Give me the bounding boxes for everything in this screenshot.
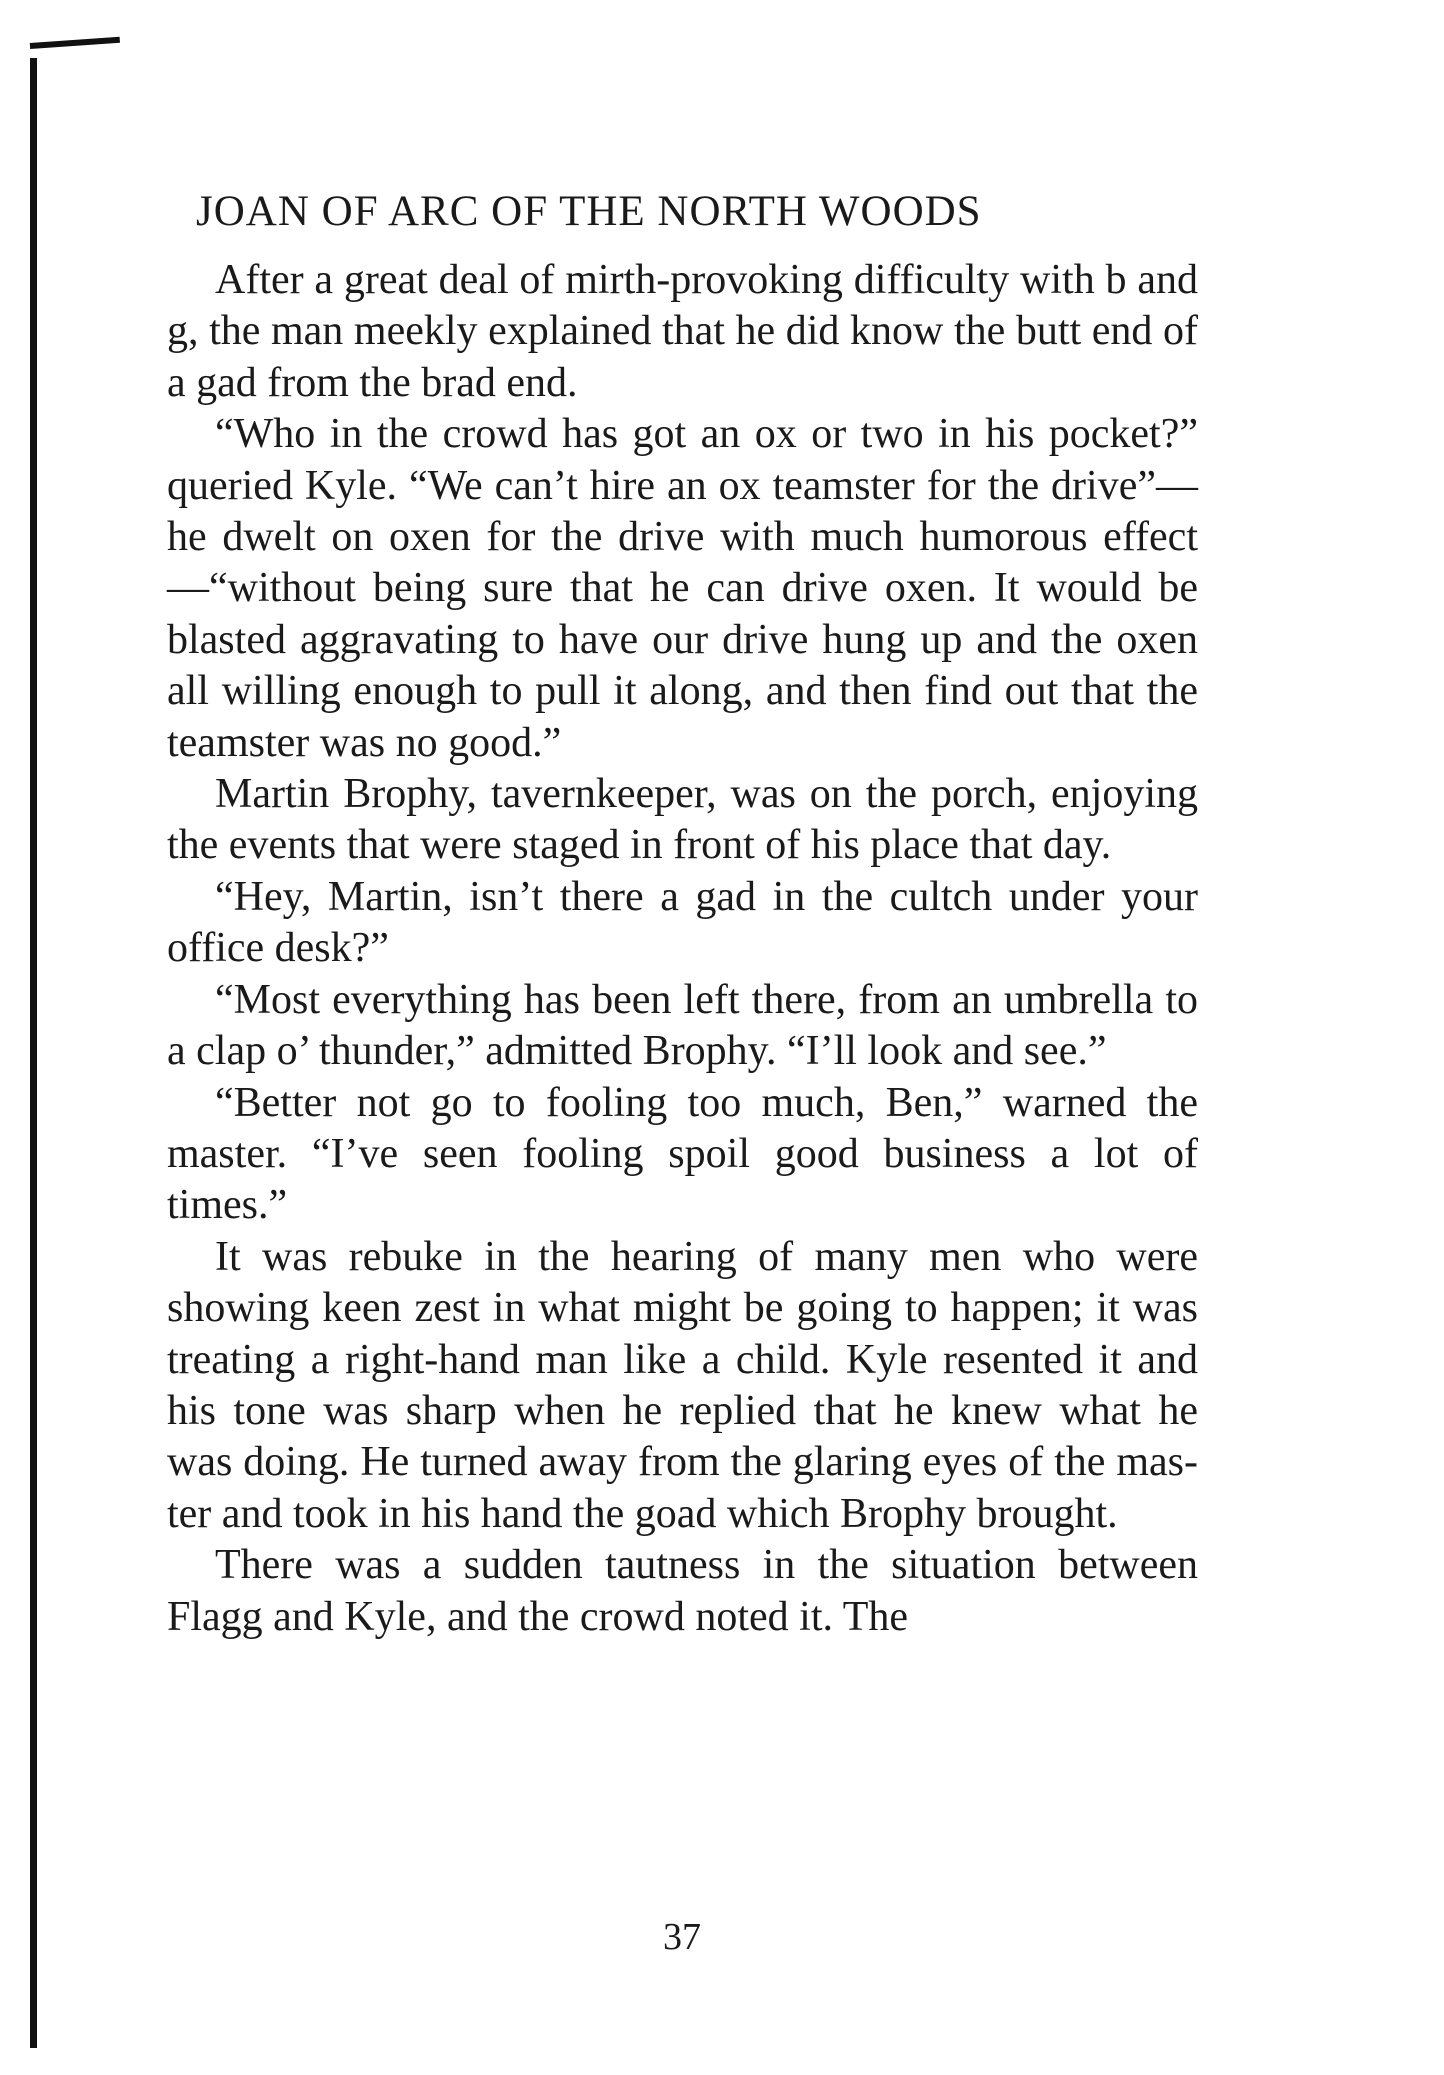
paragraph: “Hey, Martin, isn’t there a gad in the cultch under your office desk?” (167, 873, 1198, 972)
paragraph: “Most everything has been left there, from an umbrella to a clap o’ thunder,” admitted Brophy. “I’ll look and see.” (167, 976, 1198, 1075)
paragraph: “Better not go to fooling too much, Ben,” warned the master. “I’ve seen fooling spoil good business a lot of times.” (167, 1079, 1198, 1229)
page-edge-top (30, 37, 120, 49)
paragraph: “Who in the crowd has got an ox or two in his pocket?” queried Kyle. “We can’t hire an ox teamster for the drive”—he dwelt on oxen for the drive with much humorous effect—“without being sure that he can drive oxen. It would be blasted aggravating to have our drive hung up and the oxen all willing enough to pull it along, and then find out that the teamster was no good.” (167, 411, 1198, 766)
page-edge-left (30, 58, 37, 2048)
paragraph: After a great deal of mirth-provoking difficulty with b and g, the man meekly explained that he did know the butt end of a gad from the brad end. (167, 257, 1198, 406)
paragraph: It was rebuke in the hearing of many men who were showing keen zest in what might be going to happen; it was treating a right-hand man like a child. Kyle resented it and his tone was sharp when he replied that he knew what he was doing. He turned away from the glaring eyes of the master and took in his hand the goad which Brophy brought. (167, 1233, 1198, 1537)
body-text (167, 255, 1198, 1643)
paragraph: Martin Brophy, tavernkeeper, was on the porch, enjoying the events that were staged in front of his place that day. (167, 771, 1198, 869)
running-head: JOAN OF ARC OF THE NORTH WOODS (196, 188, 982, 235)
page-number: 37 (663, 1916, 701, 1958)
paragraph: There was a sudden tautness in the situation between Flagg and Kyle, and the crowd noted it. The (167, 1542, 1198, 1640)
